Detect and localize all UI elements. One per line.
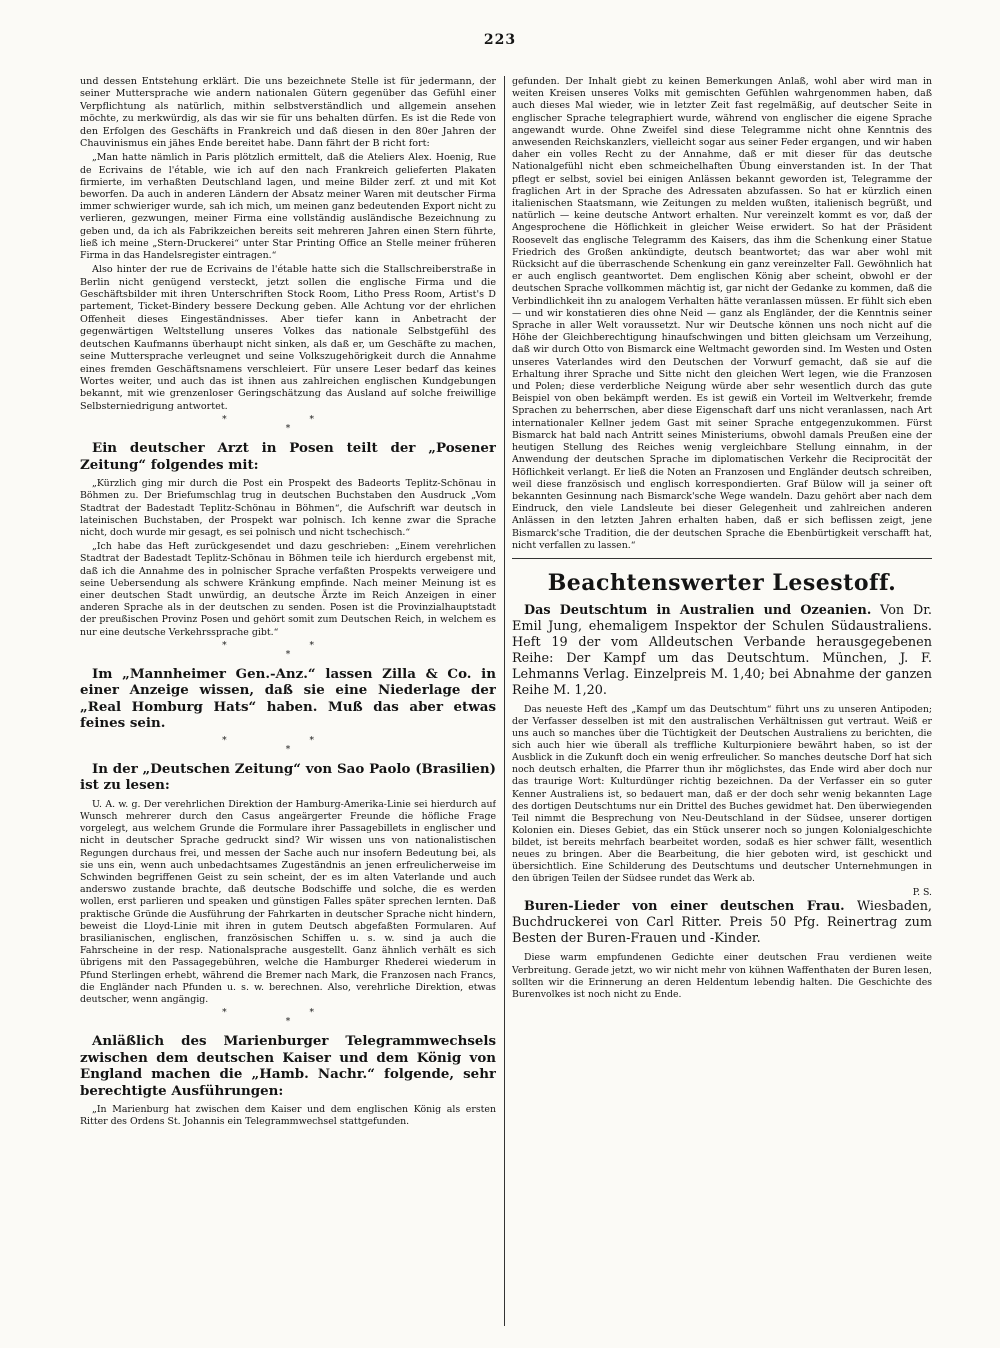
book-title: Das Deutschtum in Australien und Ozeanien. [524,602,872,618]
review-signature: P. S. [912,887,932,899]
heading-marienburg: Anläßlich des Marienburger Telegrammwechsels zwischen dem deutschen Kaiser und dem König von England machen die „Hamb. Nachr.“ folgende, sehr berechtigte Ausführungen: [80,1033,496,1099]
separator-stars: * * * [222,415,354,435]
book-details: Von Dr. Emil Jung, ehemaligem Inspektor der Schulen Südaustraliens. Heft 19 der vom Alldeutschen Verbande herausgegebenen Reihe: Der Kampf um das Deutschtum. München, J. F. Lehmanns Verlag. Einzelpreis M. 1,40; bei Abnahme der ganzen Reihe M. 1,20. [512,602,932,698]
review-paragraph: Das neueste Heft des „Kampf um das Deutschtum“ führt uns zu unseren Antipoden; der Verfasser desselben ist mit den australischen Verhältnissen gut vertraut. Weiß er uns auch so manches über die Tüchtigkeit der Deutschen Australiens zu berichten, die sich auch hier wie überall als treffliche Kulturpioniere bewährt haben, so ist der Ausblick in die Zukunft doch ein wenig erfreulicher. So manches deutsche Dorf hat sich noch deutsch erhalten, die Pfarrer thun ihr möglichstes, das Ende wird aber doch nur das traurige Wort: Kulturdünger richtig bezeichnen. Da der Verfasser ein so guter Kenner Australiens ist, so bedauert man, daß er der doch sehr wenig bekannten Lage des dortigen Deutschtums nur ein Drittel des Buches gewidmet hat. Den überwiegenden Teil nimmt die Besprechung von Neu-Deutschland in der Südsee, unserer dortigen Kolonien ein. Dieses Gebiet, das ein Stück unserer noch so jungen Kolonialgeschichte bildet, ist bereits mehrfach bearbeitet worden, sodaß es hier schwer fällt, wesentlich neues zu bringen. Aber die Bearbeitung, die hier geboten wird, ist geschickt und übersichtlich. Eine Schilderung des Deutschtums und deutscher Unternehmungen in den übrigen Teilen der Südsee rundet das Werk ab. [512,703,932,885]
section-title: Beachtenswerter Lesestoff. [547,569,897,596]
quote-paragraph: „Man hatte nämlich in Paris plötzlich ermittelt, daß die Ateliers Alex. Hoenig, Rue de Ecrivains de l'étable, wie ich auf den nach Frankreich gelieferten Plakaten firmierte, im verhaßten Deutschland lagen, und meine Bilder zerf. zt und mit Kot beworfen. Da auch in anderen Ländern der Absatz meiner Waren mit deutscher Firma immer schwieriger wurde, sah ich mich, um meinen ganz bedeutenden Export nicht zu verlieren, gezwungen, meiner Firma eine vollständig ausländische Bezeichnung zu geben und, da ich als Fabrikzeichen bereits seit mehreren Jahren einen Stern führte, ließ ich meine „Stern-Druckerei“ unter Star Printing Office an Stelle meiner früheren Firma in das Handelsregister eintragen.“ [80,152,496,262]
separator-stars: * * * [222,735,354,755]
separator-stars: * * * [222,1008,354,1028]
paragraph: Also hinter der rue de Ecrivains de l'étable hatte sich die Stallschreiberstraße in Berlin nicht genügend versteckt, jetzt sollen die englische Firma und die Geschäftsbilder mit ihren Unterschriften Stock Room, Litho Press Room, Artist's D partement, Ticket-Bindery bessere Deckung geben. Alle Achtung vor der ehrlichen Offenheit dieses Eingeständnisses. Aber tiefer kann in Anbetracht der gegenwärtigen Weltstellung unseres Volkes das nationale Selbstgefühl des deutschen Kaufmanns überhaupt nicht sinken, als daß er, um Geschäfte zu machen, seine Muttersprache verleugnet und seine Volkszugehörigkeit durch die Annahme eines fremden Geschäftsnamens verschleiert. Für unsere Leser bedarf das keines Wortes weiter, und auch das ist ihnen aus zahlreichen englischen Kundgebungen bekannt, mit wie grenzenloser Geringschätzung das Ausland auf solche freiwillige Selbsterniedrigung antwortet. [80,264,496,412]
book-details: Wiesbaden, Buchdruckerei von Carl Ritter. Preis 50 Pfg. Reinertrag zum Besten der Buren-Frauen und -Kinder. [512,899,932,947]
book-entry [512,899,932,947]
heading-posen: Ein deutscher Arzt in Posen teilt der „Posener Zeitung“ folgendes mit: [80,440,496,473]
book-title: Buren-Lieder von einer deutschen Frau. [524,899,845,915]
separator-stars: * * * [222,640,354,660]
section-divider [512,558,932,559]
paragraph: und dessen Entstehung erklärt. Die uns bezeichnete Stelle ist für jedermann, der seiner Muttersprache wie andern nationalen Gütern gegenüber das Gefühl einer Verpflichtung als natürlich, mithin selbstverständlich und allgemein ansehen möchte, zu merkwürdig, als das wir sie für uns behalten dürfen. Es ist die Rede von den Erfolgen des Geschäfts in Frankreich und daß diesen in den 80er Jahren der Chauvinismus ein jähes Ende bereitet habe. Dann fährt der B richt fort: [80,76,496,150]
book-entry [512,603,932,699]
quote-paragraph: „In Marienburg hat zwischen dem Kaiser und dem englischen König als ersten Ritter des Ordens St. Johannis ein Telegrammwechsel stattgefunden. [80,1104,496,1128]
quote-paragraph: gefunden. Der Inhalt giebt zu keinen Bemerkungen Anlaß, wohl aber wird man in weiten Kreisen unseres Volks mit gemischten Gefühlen wahrgenommen haben, daß auch dieses Mal wieder, wie in letzter Zeit fast regelmäßig, auf deutscher Seite in englischer Sprache telegraphiert wurde, während von englischer die eigene Sprache angewandt wurde. Ohne Zweifel sind diese Telegramme nicht ohne Kenntnis des anwesenden Reichskanzlers, vielleicht sogar aus seiner Feder ergangen, und wir haben daher ein volles Recht zu der Annahme, daß er mit dieser für das deutsche Nationalgefühl nicht eben schmeichelhaften Übung einverstanden ist. In der That pflegt er selbst, soviel bei einigen Anlässen bekannt geworden ist, Telegramme der fraglichen Art in der Sprache des Adressaten abzufassen. So hat er kürzlich einen italienischen Staatsmann, wie Zeitungen zu melden wußten, italienisch begrüßt, und natürlich — keine deutsche Antwort erhalten. Nur vereinzelt kommt es vor, daß der Angesprochene die Höflichkeit in gleicher Weise erwidert. So hat der Präsident Roosevelt das englische Telegramm des Kaisers, das ihm die Schenkung einer Statue Friedrich des Großen ankündigte, deutsch beantwortet; das war aber wohl mit Rücksicht auf die überraschende Schenkung ein ganz vereinzelter Fall. Gewöhnlich hat er auch englisch geantwortet. Dem englischen König aber scheint, obwohl er der deutschen Sprache vollkommen mächtig ist, gar nicht der Gedanke zu kommen, daß die Verbindlichkeit ihn zu analogem Verhalten hätte veranlassen müssen. Er fühlt sich eben — und wir konstatieren dies ohne Neid — ganz als Engländer, der die Kenntnis seiner Sprache in aller Welt voraussetzt. Nur wir Deutsche können uns noch nicht auf die Höhe der Gleichberechtigung hinaufschwingen und bitten gleichsam um Verzeihung, daß wir durch Otto von Bismarck eine Weltmacht geworden sind. Im Westen und Osten unseres Vaterlandes wird den Deutschen der Vorwurf gemacht, daß sie auf die Erhaltung ihrer Sprache und Sitte nicht den gleichen Wert legen, wie die Franzosen und Polen; diese verderbliche Neigung würde aber sehr wesentlich durch das gute Beispiel von oben bekämpft werden. Es ist gewiß ein Vorteil im Weltverkehr, fremde Sprachen zu beherrschen, aber diese Eigenschaft darf uns nicht veranlassen, nach Art internationaler Kellner jedem Gast mit seiner Sprache entgegenzukommen. Fürst Bismarck hat bald nach Antritt seines Ministeriums, obwohl damals Preußen eine der heutigen Stellung des Reiches wenig vergleichbare Stellung einnahm, in der Anwendung der deutschen Sprache im diplomatischen Verkehr die Reciprocität der Höflichkeit verlangt. Er ließ die Noten an Franzosen und Engländer deutsch schreiben, weil diese französisch und englisch korrespondierten. Graf Bülow will ja seiner oft bekannten Gesinnung nach Bismarck'sche Wege wandeln. Dazu gehört aber nach dem Eindruck, den viele Landsleute bei dieser Gelegenheit und zahlreichen anderen Anlässen in den letzten Jahren erhalten haben, daß er sich beflissen zeigt, jene Bismarck'sche Tradition, die der deutschen Sprache die Ebenbürtigkeit verschafft hat, nicht verfallen zu lassen.“ [512,76,932,551]
review-paragraph: Diese warm empfundenen Gedichte einer deutschen Frau verdienen weite Verbreitung. Gerade jetzt, wo wir nicht mehr von kühnen Waffenthaten der Buren lesen, sollten wir die Erinnerung an deren Heldentum lebendig halten. Die Geschichte des Burenvolkes ist noch nicht zu Ende. [512,952,932,1000]
quote-paragraph: „Kürzlich ging mir durch die Post ein Prospekt des Badeorts Teplitz-Schönau in Böhmen zu. Der Briefumschlag trug in deutschen Buchstaben den Ausdruck „Vom Stadtrat der Badestadt Teplitz-Schönau in Böhmen“, die Aufschrift war deutsch in lateinischen Buchstaben, der Prospekt war polnisch. Ich kenne zwar die Sprache nicht, doch wurde mir gesagt, es sei polnisch und nicht tschechisch.“ [80,478,496,538]
page-number: 223 [483,32,517,48]
heading-mannheim: Im „Mannheimer Gen.-Anz.“ lassen Zilla & Co. in einer Anzeige wissen, daß sie eine Niederlage der „Real Homburg Hats“ haben. Muß das aber etwas feines sein. [80,665,496,732]
right-column [512,76,932,1328]
quote-paragraph: „Ich habe das Heft zurückgesendet und dazu geschrieben: „Einem verehrlichen Stadtrat der Badestadt Teplitz-Schönau in Böhmen teile ich hierdurch ergebenst mit, daß ich die Annahme des in polnischer Sprache verfaßten Prospekts verweigere und seine Uebersendung als schwere Kränkung empfinde. Nach meiner Meinung ist es einer deutschen Stadt unwürdig, an deutsche Ärzte im Reich Anzeigen in einer anderen Sprache als in der deutschen zu senden. Posen ist die Provinzialhauptstadt der preußischen Provinz Posen und gehört somit zum Deutschen Reich, in welchem es nur eine deutsche Verkehrssprache gibt.“ [80,541,496,638]
quote-paragraph: U. A. w. g. Der verehrlichen Direktion der Hamburg-Amerika-Linie sei hierdurch auf Wunsch mehrerer durch den Casus angeärgerter Freunde die höfliche Frage vorgelegt, aus welchem Grunde die Formulare ihrer Passagebillets in englischer und nicht in deutscher Sprache gedruckt sind? Wir wissen uns von nationalistischen Regungen durchaus frei, und messen der Sache auch nur insofern Bedeutung bei, als sie uns ein, wenn auch unbedachtsames Zugeständnis an jenen erfreulicherweise im Schwinden begriffenen Geist zu sein scheint, der es im alten Vaterlande und auch anderswo zustande brachte, daß deutsche Bodschiffe und solche, die es werden wollen, erst parlieren und speaken und günstigen Falles später sprechen lernten. Daß praktische Gründe die Ausführung der Fahrkarten in deutscher Sprache nicht hindern, beweist die Lloyd-Linie mit ihren in gutem Deutsch abgefaßten Formularen. Auf brasilianischen, englischen, französischen Schiffen u. s. w. sind ja auch die Fahrscheine in der resp. Nationalsprache ausgestellt. Ganz ähnlich verhält es sich übrigens mit den Passagegebühren, welche die Hamburger Rhederei wiederum in Pfund Sterlingen erhebt, während die Bremer nach Mark, die Franzosen nach Francs, die Engländer nach Pfunden u. s. w. berechnen. Also, verehrliche Direktion, etwas deutscher, wenn angängig. [80,798,496,1006]
left-column [80,76,496,1328]
heading-sao-paolo: In der „Deutschen Zeitung“ von Sao Paolo (Brasilien) ist zu lesen: [80,760,496,794]
column-rule [504,76,505,1326]
